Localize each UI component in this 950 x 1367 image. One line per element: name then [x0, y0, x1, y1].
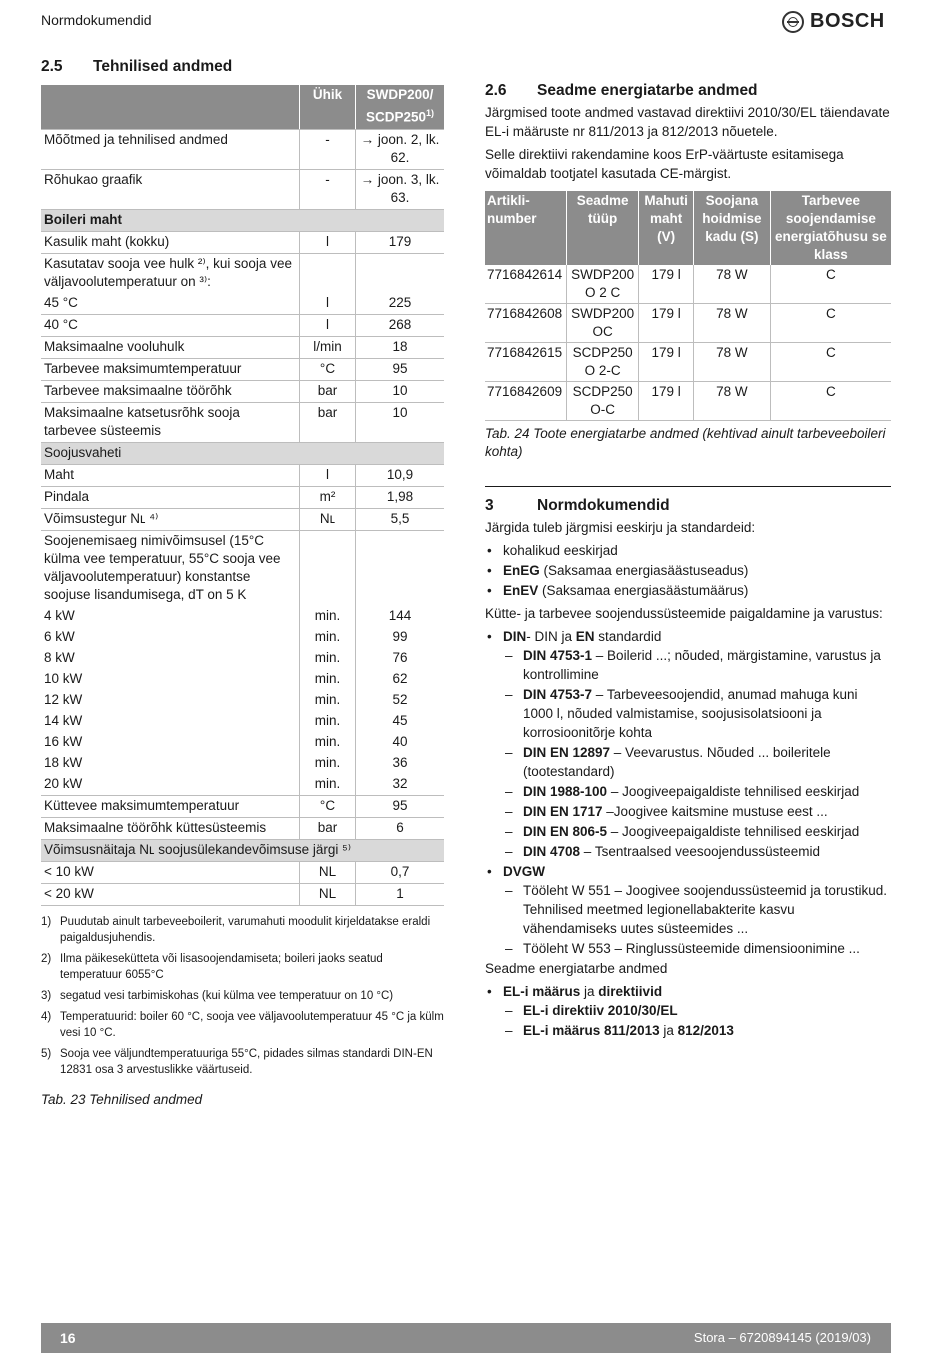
row-unit: bar: [300, 380, 356, 402]
row-unit: [300, 253, 356, 293]
standard-code: DIN 4753-1: [523, 648, 593, 663]
row-label: 18 kW: [44, 754, 83, 770]
row-label: Võimsustegur Nʟ ⁴⁾: [41, 508, 300, 530]
footnote: [41, 988, 444, 1004]
row-value: 76: [356, 648, 445, 669]
row-value: 18: [356, 336, 445, 358]
sublist-item: [503, 822, 891, 841]
section-title: Seadme energiatarbe andmed: [537, 82, 758, 99]
bosch-armature-icon: [782, 11, 804, 33]
row-unit: min.: [300, 774, 356, 796]
row-label: Maksimaalne vooluhulk: [41, 336, 300, 358]
left-column: [41, 58, 444, 1107]
paragraph: Kütte- ja tarbevee soojendussüsteemide paigaldamine ja varustus:: [485, 606, 883, 621]
row-unit: NL: [300, 861, 356, 883]
section-number: 2.6: [485, 82, 507, 99]
row-value: 225: [356, 293, 445, 315]
table-group-row: [41, 209, 444, 231]
table-row: [41, 690, 444, 711]
footnote: [41, 1009, 444, 1041]
table-group-row: [41, 839, 444, 861]
standard-description: – Joogiveepaigaldiste tehnilised eeskirjad: [607, 784, 860, 799]
column-header: Mahuti maht (V): [639, 191, 694, 265]
row-value: 40: [356, 732, 445, 753]
row-label: Maksimaalne katsetusrõhk sooja tarbevee süsteemis: [41, 402, 300, 442]
row-value: 268: [356, 314, 445, 336]
row-unit: min.: [300, 669, 356, 690]
row-unit: °C: [300, 358, 356, 380]
row-value: [356, 253, 445, 293]
list-item: • DVGW – Tööleht W 551 – Joogivee soojendussüsteemid ja torustikud. Tehnilised meetmed legionellabakterite kasvu vähendamiseks uutes süsteemides ... – Tööleht W 553 – Ringlussüsteemide dimensioonimine ...: [485, 862, 891, 958]
list-item: • DIN- DIN ja EN standardid – DIN 4753-1 – Boilerid ...; nõuded, märgistamine, varustus ja kontrollimine – DIN 4753-7 – Tarbeveesoojendid, anumad mahuga kuni 1000 l, nõuded valmistamise, soojusisolatsiooni ja korrosioonitõrje kohta – DIN EN 12897 – Veevarustus. Nõuded ... boileritele (tootestandard) – DIN 1988-100 – Joogiveepaigaldiste tehnilised eeskirjad – DIN EN 1717 –Joogivee kaitsmine mustuse eest ... – DIN EN 806-5 – Joogiveepaigaldiste tehnilised eeskirjad – DIN 4708 – Tsentraalsed veesoojendussüsteemid: [485, 627, 891, 861]
paragraph: Selle direktiivi rakendamine koos ErP-väärtuste esitamisega võimaldab tootjatel kasutada CE-märgist.: [485, 147, 844, 181]
table-row: [41, 486, 444, 508]
table-cell: 179 l: [639, 343, 694, 382]
list-item: • EnEV (Saksamaa energiasäästumäärus): [485, 581, 891, 600]
row-value: 144: [356, 606, 445, 627]
row-value: → joon. 3, lk. 63.: [356, 169, 445, 209]
table-row: [485, 382, 891, 421]
table-row: [485, 265, 891, 304]
table-row: [41, 774, 444, 796]
table-header-row: [41, 85, 444, 129]
standard-code: DIN EN 806-5: [523, 824, 608, 839]
row-label: 10 kW: [44, 670, 83, 686]
footnotes: [41, 914, 444, 1078]
row-unit: bar: [300, 402, 356, 442]
section-number: 3: [485, 497, 494, 514]
column-header: Artikli-number: [485, 191, 566, 265]
row-label: 20 kW: [41, 774, 300, 796]
row-label: Rõhukao graafik: [41, 169, 300, 209]
table-row: [41, 817, 444, 839]
row-label: < 10 kW: [41, 861, 300, 883]
table-cell: 7716842615: [485, 343, 566, 382]
technical-data-table: [41, 85, 444, 906]
sublist-item: [503, 685, 891, 742]
footnote-number: 4): [41, 1010, 52, 1023]
table-cell: C: [770, 343, 891, 382]
section-title: Normdokumendid: [537, 497, 670, 514]
sublist-item: [503, 646, 891, 684]
header-empty-cell: [41, 85, 300, 129]
row-label: Tarbevee maksimumtemperatuur: [41, 358, 300, 380]
row-label: < 20 kW: [41, 883, 300, 905]
sublist-item: [503, 802, 891, 821]
footnote-number: 2): [41, 952, 52, 965]
standard-code: DIN EN 12897: [523, 745, 611, 760]
group-label: Soojusvaheti: [41, 442, 444, 464]
row-unit: l: [300, 464, 356, 486]
row-label: Tarbevee maksimaalne töörõhk: [41, 380, 300, 402]
row-unit: -: [300, 129, 356, 169]
section-heading-3: [485, 497, 891, 515]
row-unit: bar: [300, 817, 356, 839]
row-value: 10: [356, 402, 445, 442]
sublist-item: [503, 782, 891, 801]
table-cell: 7716842609: [485, 382, 566, 421]
table-cell: C: [770, 382, 891, 421]
footnote-text: Temperatuurid: boiler 60 °C, sooja vee väljavoolutemperatuur 45 °C ja külm vesi 10 °C.: [60, 1010, 444, 1039]
row-unit: l/min: [300, 336, 356, 358]
row-value: 5,5: [356, 508, 445, 530]
table-row: [41, 253, 444, 293]
standard-code: DIN EN 1717: [523, 804, 603, 819]
column-header: Soojana hoidmise kadu (S): [694, 191, 771, 265]
table-row: [41, 314, 444, 336]
sublist-item: [503, 842, 891, 861]
group-label: Boileri maht: [41, 209, 444, 231]
table-24-caption: Tab. 24 Toote energiatarbe andmed (kehtivad ainult tarbeveeboileri kohta): [485, 426, 886, 459]
row-value: 1,98: [356, 486, 445, 508]
row-unit: m²: [300, 486, 356, 508]
row-value: 6: [356, 817, 445, 839]
footnote: [41, 951, 444, 983]
row-value: 99: [356, 627, 445, 648]
row-value: 36: [356, 753, 445, 774]
row-unit: °C: [300, 795, 356, 817]
din-standards-sublist: [503, 646, 891, 861]
table-row: [41, 358, 444, 380]
row-label: 6 kW: [44, 628, 75, 644]
row-label: Kasulik maht (kokku): [41, 231, 300, 253]
table-row: [41, 129, 444, 169]
row-unit: min.: [300, 648, 356, 669]
section-number: 2.5: [41, 58, 63, 75]
table-row: [41, 732, 444, 753]
table-row: [41, 402, 444, 442]
row-value: 0,7: [356, 861, 445, 883]
sublist-item: – EL-i direktiiv 2010/30/EL: [503, 1001, 891, 1020]
paragraph: Seadme energiatarbe andmed: [485, 961, 668, 976]
table-cell: SCDP250 O 2-C: [566, 343, 638, 382]
standard-description: – Tarbeveesoojendid, anumad mahuga kuni 1000 l, nõuded valmistamise, soojusisolatsiooni ja korrosioonitõrje kohta: [523, 687, 858, 740]
standards-list: [485, 627, 891, 958]
table-cell: SWDP200 O 2 C: [566, 265, 638, 304]
row-unit: l: [300, 231, 356, 253]
row-unit: -: [300, 169, 356, 209]
paragraph: Järgmised toote andmed vastavad direktiivi 2010/30/EL täiendavate EL-i määruste nr 811/2013 ja 812/2013 nõuetele.: [485, 105, 890, 139]
table-group-row: [41, 442, 444, 464]
table-row: [485, 343, 891, 382]
row-label: 14 kW: [44, 712, 83, 728]
row-label: Mõõtmed ja tehnilised andmed: [41, 129, 300, 169]
list-item: • EnEG (Saksamaa energiasäästuseadus): [485, 561, 891, 580]
eu-list: [485, 982, 891, 1040]
table-cell: C: [770, 265, 891, 304]
section-heading-2-5: [41, 58, 444, 76]
table-row: [41, 606, 444, 627]
table-cell: SCDP250 O-C: [566, 382, 638, 421]
row-label: Maht: [41, 464, 300, 486]
table-row: [41, 883, 444, 905]
right-column: [485, 82, 891, 1041]
footnote-number: 1): [41, 915, 52, 928]
table-row: [41, 627, 444, 648]
row-unit: min.: [300, 627, 356, 648]
table-row: [41, 336, 444, 358]
row-label: Pindala: [41, 486, 300, 508]
sublist-item: – Tööleht W 553 – Ringlussüsteemide dimensioonimine ...: [503, 939, 891, 958]
page-footer: [41, 1323, 891, 1353]
running-header-title: Normdokumendid: [41, 12, 152, 28]
standard-code: DIN 4708: [523, 844, 581, 859]
row-value: 62: [356, 669, 445, 690]
table-cell: 179 l: [639, 382, 694, 421]
table-row: [41, 380, 444, 402]
standard-description: – Joogiveepaigaldiste tehnilised eeskirjad: [607, 824, 860, 839]
table-cell: 179 l: [639, 265, 694, 304]
regulations-list: [485, 541, 891, 600]
footnote-number: 5): [41, 1047, 52, 1060]
table-cell: 78 W: [694, 343, 771, 382]
row-value: 1: [356, 883, 445, 905]
standard-description: – Tsentraalsed veesoojendussüsteemid: [580, 844, 820, 859]
row-value: 45: [356, 711, 445, 732]
footnote: [41, 1046, 444, 1078]
row-unit: [300, 530, 356, 606]
table-row: [41, 669, 444, 690]
header-model: SWDP200/ SCDP250$^{1)}$: [356, 85, 445, 129]
row-label: Maksimaalne töörõhk küttesüsteemis: [41, 817, 300, 839]
footnote: [41, 914, 444, 946]
table-row: [41, 530, 444, 606]
row-label: 12 kW: [44, 691, 83, 707]
paragraph: Järgida tuleb järgmisi eeskirju ja standardeid:: [485, 520, 756, 535]
table-cell: C: [770, 304, 891, 343]
sublist-item: [503, 743, 891, 781]
list-item: • EL-i määrus ja direktiivid – EL-i direktiiv 2010/30/EL – EL-i määrus 811/2013 ja 812/2013: [485, 982, 891, 1040]
table-cell: 78 W: [694, 304, 771, 343]
standard-description: –Joogivee kaitsmine mustuse eest ...: [602, 804, 828, 819]
row-label: Küttevee maksimumtemperatuur: [41, 795, 300, 817]
row-unit: min.: [300, 753, 356, 774]
table-row: [41, 711, 444, 732]
table-cell: 78 W: [694, 382, 771, 421]
standard-description: – Boilerid ...; nõuded, märgistamine, varustus ja kontrollimine: [523, 648, 881, 682]
row-label: 4 kW: [44, 607, 75, 623]
row-label: 45 °C: [41, 293, 300, 315]
eu-sublist: [503, 1001, 891, 1040]
table-row: [41, 293, 444, 315]
sublist-item: – Tööleht W 551 – Joogivee soojendussüsteemid ja torustikud. Tehnilised meetmed legionellabakterite kasvu vähendamiseks uutes süsteemides ...: [503, 881, 891, 938]
footnote-text: Puudutab ainult tarbeveeboilerit, varumahuti moodulit kirjeldatakse eraldi paigaldusjuhendis.: [60, 915, 431, 944]
row-label: 40 °C: [41, 314, 300, 336]
table-row: [41, 169, 444, 209]
table-cell: 7716842608: [485, 304, 566, 343]
standard-code: DIN 1988-100: [523, 784, 608, 799]
section-heading-2-6: [485, 82, 891, 100]
table-row: [41, 231, 444, 253]
list-item: • kohalikud eeskirjad: [485, 541, 891, 560]
row-label: 8 kW: [44, 649, 75, 665]
row-unit: min.: [300, 732, 356, 753]
table-row: [41, 753, 444, 774]
document-reference: Stora – 6720894145 (2019/03): [693, 1330, 871, 1345]
row-label: Soojenemisaeg nimivõimsusel (15°C külma vee temperatuur, 55°C sooja vee väljavoolutemperatuur) konstantse soojuse lisandumisega, dT on 5 K: [44, 532, 281, 602]
section-divider: [485, 486, 891, 487]
page-number: 16: [60, 1330, 76, 1346]
table-cell: 179 l: [639, 304, 694, 343]
bosch-logo: [782, 10, 885, 33]
table-cell: 78 W: [694, 265, 771, 304]
row-value: 32: [356, 774, 445, 796]
table-row: [41, 861, 444, 883]
standard-code: DIN 4753-7: [523, 687, 593, 702]
dvgw-sublist: [503, 881, 891, 958]
row-value: 95: [356, 358, 445, 380]
footnote-number: 3): [41, 989, 52, 1002]
row-unit: l: [300, 314, 356, 336]
table-row: [41, 795, 444, 817]
row-unit: NL: [300, 883, 356, 905]
table-row: [41, 464, 444, 486]
row-label: Kasutatav sooja vee hulk ²⁾, kui sooja vee väljavoolutemperatuur on ³⁾:: [44, 255, 292, 289]
column-header: Seadme tüüp: [566, 191, 638, 265]
table-cell: SWDP200 OC: [566, 304, 638, 343]
brand-name: BOSCH: [810, 10, 885, 32]
table-23-caption: Tab. 23 Tehnilised andmed: [41, 1091, 203, 1107]
row-unit: min.: [300, 690, 356, 711]
row-unit: min.: [300, 711, 356, 732]
header-unit: Ühik: [300, 85, 356, 129]
table-cell: 7716842614: [485, 265, 566, 304]
row-value: → joon. 2, lk. 62.: [356, 129, 445, 169]
row-value: [356, 530, 445, 606]
section-title: Tehnilised andmed: [93, 58, 233, 75]
row-value: 10,9: [356, 464, 445, 486]
table-header-row: [485, 191, 891, 265]
row-value: 179: [356, 231, 445, 253]
row-value: 95: [356, 795, 445, 817]
row-value: 52: [356, 690, 445, 711]
row-unit: l: [300, 293, 356, 315]
table-row: [41, 648, 444, 669]
sublist-item: – EL-i määrus 811/2013 ja 812/2013: [503, 1021, 891, 1040]
footnote-text: segatud vesi tarbimiskohas (kui külma vee temperatuur on 10 °C): [60, 989, 394, 1002]
row-label: 16 kW: [44, 733, 83, 749]
row-unit: min.: [300, 606, 356, 627]
group-label: Võimsusnäitaja Nʟ soojusülekandevõimsuse järgi ⁵⁾: [41, 839, 444, 861]
column-header: Tarbevee soojendamise energiatõhusu se klass: [770, 191, 891, 265]
table-row: [41, 508, 444, 530]
energy-data-table: [485, 191, 891, 421]
footnote-text: Sooja vee väljundtemperatuuriga 55°C, pidades silmas standardi DIN-EN 12831 osa 3 arvestuslikke väärtuseid.: [60, 1047, 433, 1076]
table-row: [485, 304, 891, 343]
row-unit: Nʟ: [300, 508, 356, 530]
row-value: 10: [356, 380, 445, 402]
standard-description: – Veevarustus. Nõuded ... boileritele (tootestandard): [523, 745, 831, 779]
footnote-text: Ilma päikesekütteta või lisasoojendamiseta; boileri jaoks seatud temperatuur 6055°C: [60, 952, 383, 981]
